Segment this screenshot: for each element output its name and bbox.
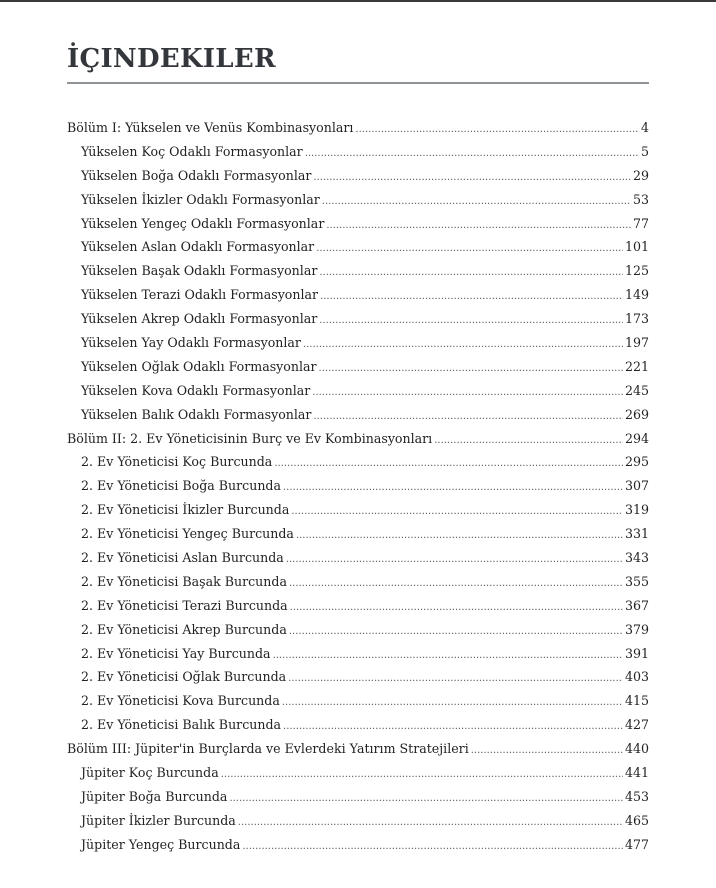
toc-page-number: 149 <box>624 287 649 303</box>
toc-section-entry[interactable] <box>67 355 649 379</box>
toc-entry-label: Yükselen Balık Odaklı Formasyonlar <box>81 406 312 422</box>
toc-entry-label: Yükselen Boğa Odaklı Formasyonlar <box>81 167 312 183</box>
toc-dot-leader <box>238 811 623 835</box>
toc-section-entry[interactable] <box>67 761 649 785</box>
toc-dot-leader <box>320 285 623 309</box>
toc-entry-label: 2. Ev Yöneticisi Terazi Burcunda <box>81 597 288 613</box>
toc-section-entry[interactable] <box>67 474 649 498</box>
toc-page-number: 53 <box>632 191 649 207</box>
toc-entry-label: Bölüm III: Jüpiter'in Burçlarda ve Evlerdeki Yatırım Stratejileri <box>67 741 469 757</box>
toc-entry-label: Yükselen Yengeç Odaklı Formasyonlar <box>81 215 325 231</box>
toc-dot-leader <box>274 452 623 476</box>
toc-dot-leader <box>305 142 639 166</box>
toc-chapter-entry[interactable] <box>67 737 649 761</box>
toc-page-number: 221 <box>624 358 649 374</box>
page-title: İÇINDEKILER <box>67 44 276 74</box>
table-of-contents <box>67 116 649 857</box>
toc-page-number: 465 <box>624 812 649 828</box>
toc-entry-label: Yükselen Oğlak Odaklı Formasyonlar <box>81 358 317 374</box>
toc-dot-leader <box>313 166 631 190</box>
toc-section-entry[interactable] <box>67 331 649 355</box>
toc-entry-label: 2. Ev Yöneticisi Başak Burcunda <box>81 573 287 589</box>
toc-page-number: 440 <box>624 741 649 757</box>
toc-dot-leader <box>471 739 623 763</box>
toc-page-number: 101 <box>624 239 649 255</box>
toc-page-number: 391 <box>624 645 649 661</box>
toc-page-number: 319 <box>624 502 649 518</box>
toc-section-entry[interactable] <box>67 403 649 427</box>
toc-page-number: 453 <box>624 788 649 804</box>
toc-page-number: 441 <box>624 765 649 781</box>
toc-page-number: 295 <box>624 454 649 470</box>
toc-page-number: 427 <box>624 717 649 733</box>
toc-entry-label: Yükselen Akrep Odaklı Formasyonlar <box>81 311 318 327</box>
toc-dot-leader <box>319 261 623 285</box>
toc-section-entry[interactable] <box>67 809 649 833</box>
toc-page-number: 77 <box>632 215 649 231</box>
toc-section-entry[interactable] <box>67 618 649 642</box>
toc-section-entry[interactable] <box>67 785 649 809</box>
toc-section-entry[interactable] <box>67 833 649 857</box>
toc-dot-leader <box>286 548 623 572</box>
toc-dot-leader <box>282 691 623 715</box>
toc-section-entry[interactable] <box>67 235 649 259</box>
toc-dot-leader <box>319 309 623 333</box>
toc-entry-label: Yükselen Başak Odaklı Formasyonlar <box>81 263 318 279</box>
toc-page-number: 269 <box>624 406 649 422</box>
toc-dot-leader <box>296 524 623 548</box>
toc-page-number: 245 <box>624 382 649 398</box>
toc-section-entry[interactable] <box>67 546 649 570</box>
toc-section-entry[interactable] <box>67 259 649 283</box>
toc-section-entry[interactable] <box>67 307 649 331</box>
toc-section-entry[interactable] <box>67 212 649 236</box>
toc-page-number: 367 <box>624 597 649 613</box>
toc-page-number: 5 <box>640 143 649 159</box>
toc-dot-leader <box>313 405 623 429</box>
toc-entry-label: 2. Ev Yöneticisi İkizler Burcunda <box>81 502 290 518</box>
toc-dot-leader <box>303 333 623 357</box>
toc-section-entry[interactable] <box>67 283 649 307</box>
toc-section-entry[interactable] <box>67 164 649 188</box>
toc-section-entry[interactable] <box>67 594 649 618</box>
toc-section-entry[interactable] <box>67 188 649 212</box>
toc-entry-label: Jüpiter Yengeç Burcunda <box>81 836 241 852</box>
toc-entry-label: Yükselen Terazi Odaklı Formasyonlar <box>81 287 319 303</box>
toc-page-number: 379 <box>624 621 649 637</box>
toc-entry-label: 2. Ev Yöneticisi Yay Burcunda <box>81 645 271 661</box>
toc-dot-leader <box>355 118 639 142</box>
toc-dot-leader <box>283 476 623 500</box>
toc-page-number: 125 <box>624 263 649 279</box>
toc-dot-leader <box>289 620 623 644</box>
toc-page-number: 307 <box>624 478 649 494</box>
toc-page-number: 343 <box>624 550 649 566</box>
toc-chapter-entry[interactable] <box>67 427 649 451</box>
toc-section-entry[interactable] <box>67 379 649 403</box>
toc-dot-leader <box>434 429 623 453</box>
toc-dot-leader <box>289 572 623 596</box>
toc-entry-label: Yükselen Yay Odaklı Formasyonlar <box>81 335 301 351</box>
toc-section-entry[interactable] <box>67 498 649 522</box>
toc-entry-label: Yükselen İkizler Odaklı Formasyonlar <box>81 191 320 207</box>
toc-entry-label: 2. Ev Yöneticisi Yengeç Burcunda <box>81 526 294 542</box>
toc-page-number: 173 <box>624 311 649 327</box>
toc-dot-leader <box>312 381 623 405</box>
toc-dot-leader <box>283 715 623 739</box>
toc-section-entry[interactable] <box>67 713 649 737</box>
toc-section-entry[interactable] <box>67 642 649 666</box>
toc-entry-label: Bölüm I: Yükselen ve Venüs Kombinasyonları <box>67 120 354 135</box>
toc-entry-label: 2. Ev Yöneticisi Boğa Burcunda <box>81 478 281 494</box>
toc-entry-label: Jüpiter Koç Burcunda <box>81 765 219 781</box>
toc-page-number: 403 <box>624 669 649 685</box>
toc-section-entry[interactable] <box>67 522 649 546</box>
toc-dot-leader <box>273 644 623 668</box>
toc-entry-label: Yükselen Koç Odaklı Formasyonlar <box>81 143 303 159</box>
toc-dot-leader <box>229 787 623 811</box>
toc-dot-leader <box>291 500 623 524</box>
toc-entry-label: 2. Ev Yöneticisi Balık Burcunda <box>81 717 282 733</box>
toc-dot-leader <box>288 667 623 691</box>
toc-page-number: 331 <box>624 526 649 542</box>
toc-entry-label: 2. Ev Yöneticisi Aslan Burcunda <box>81 550 284 566</box>
toc-entry-label: Jüpiter İkizler Burcunda <box>81 812 236 828</box>
toc-entry-label: 2. Ev Yöneticisi Kova Burcunda <box>81 693 280 709</box>
toc-dot-leader <box>290 596 623 620</box>
toc-page-number: 477 <box>624 836 649 852</box>
toc-section-entry[interactable] <box>67 665 649 689</box>
toc-dot-leader <box>326 214 631 238</box>
toc-page-number: 197 <box>624 335 649 351</box>
toc-entry-label: Yükselen Kova Odaklı Formasyonlar <box>81 382 311 398</box>
toc-section-entry[interactable] <box>67 570 649 594</box>
toc-dot-leader <box>322 190 631 214</box>
toc-page-number: 4 <box>640 120 649 135</box>
toc-entry-label: Yükselen Aslan Odaklı Formasyonlar <box>81 239 315 255</box>
toc-dot-leader <box>242 835 623 859</box>
toc-page-number: 29 <box>632 167 649 183</box>
toc-dot-leader <box>221 763 623 787</box>
toc-entry-label: 2. Ev Yöneticisi Koç Burcunda <box>81 454 273 470</box>
page-top-border <box>0 0 716 2</box>
toc-dot-leader <box>319 357 623 381</box>
toc-page-number: 355 <box>624 573 649 589</box>
toc-section-entry[interactable] <box>67 689 649 713</box>
toc-entry-label: 2. Ev Yöneticisi Akrep Burcunda <box>81 621 287 637</box>
title-underline <box>67 82 649 84</box>
toc-section-entry[interactable] <box>67 450 649 474</box>
toc-chapter-entry[interactable] <box>67 116 649 140</box>
toc-entry-label: Jüpiter Boğa Burcunda <box>81 788 228 804</box>
toc-dot-leader <box>316 237 623 261</box>
toc-section-entry[interactable] <box>67 140 649 164</box>
toc-entry-label: Bölüm II: 2. Ev Yöneticisinin Burç ve Ev Kombinasyonları <box>67 430 433 446</box>
toc-page-number: 415 <box>624 693 649 709</box>
toc-entry-label: 2. Ev Yöneticisi Oğlak Burcunda <box>81 669 287 685</box>
toc-page-number: 294 <box>624 430 649 446</box>
